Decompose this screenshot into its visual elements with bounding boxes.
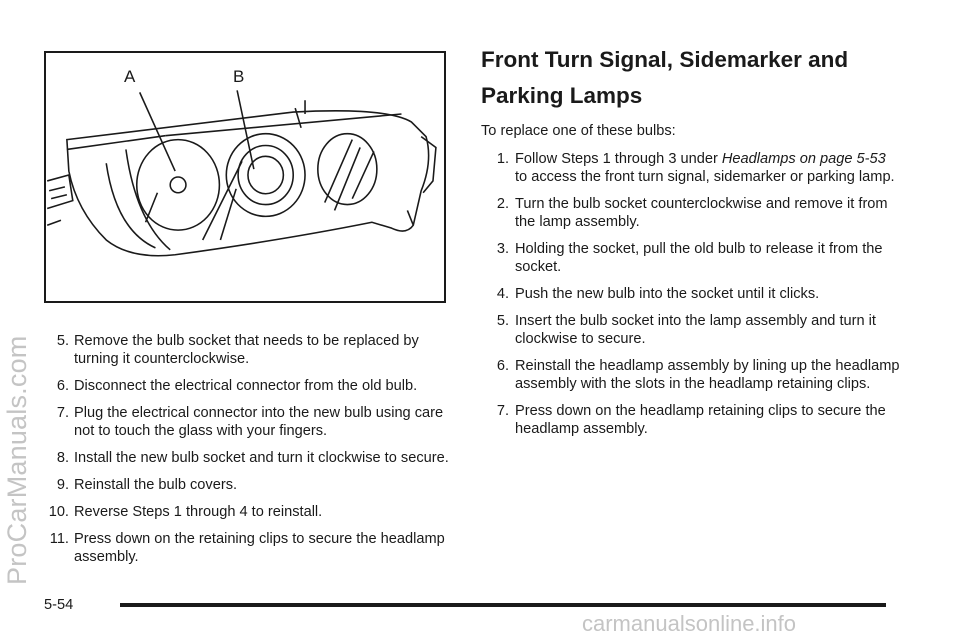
step-text: Disconnect the electrical connector from the old bulb. — [74, 378, 418, 394]
right-column — [481, 42, 901, 447]
list-item — [44, 332, 452, 368]
step-text: Install the new bulb socket and turn it clockwise to secure. — [74, 450, 449, 466]
step-text: Remove the bulb socket that needs to be replaced by turning it counterclockwise. — [74, 333, 419, 367]
step-text: Reinstall the bulb covers. — [74, 477, 238, 493]
callout-label-a: A — [124, 67, 136, 86]
callout-label-b: B — [233, 67, 245, 86]
step-text: Plug the electrical connector into the new bulb using care not to touch the glass with your fingers. — [74, 405, 444, 439]
footer-divider — [120, 603, 886, 607]
headlamp-drawing — [46, 53, 444, 301]
list-item — [44, 404, 452, 440]
step-number: 8. — [56, 450, 69, 466]
step-text: Insert the bulb socket into the lamp assembly and turn it clockwise to secure. — [515, 313, 876, 347]
list-item — [44, 476, 452, 494]
step-number: 9. — [56, 477, 69, 493]
step-text: to access the front turn signal, sidemarker or parking lamp. — [515, 169, 895, 185]
list-item — [485, 357, 901, 393]
list-item — [485, 150, 901, 186]
right-steps-list — [485, 150, 901, 438]
watermark-bottom: carmanualsonline.info — [582, 611, 797, 636]
list-item — [44, 377, 452, 395]
list-item — [485, 195, 901, 231]
left-steps-list — [44, 332, 452, 566]
step-text: Reverse Steps 1 through 4 to reinstall. — [74, 504, 323, 520]
step-text: Follow Steps 1 through 3 under — [515, 151, 722, 167]
step-text: Holding the socket, pull the old bulb to release it from the socket. — [515, 241, 883, 275]
list-item — [485, 240, 901, 276]
step-number: 11. — [49, 531, 69, 547]
step-number: 6. — [56, 378, 69, 394]
step-number: 6. — [496, 358, 509, 374]
step-text: Press down on the headlamp retaining clips to secure the headlamp assembly. — [515, 403, 886, 437]
list-item — [44, 530, 452, 566]
headlamp-illustration — [44, 51, 446, 303]
step-number: 4. — [496, 286, 509, 302]
step-text: Press down on the retaining clips to secure the headlamp assembly. — [74, 531, 445, 565]
list-item — [485, 402, 901, 438]
step-text: Reinstall the headlamp assembly by lining up the headlamp assembly with the slots in the headlamp retaining clips. — [515, 358, 900, 392]
step-number: 3. — [496, 241, 509, 257]
page-reference-link[interactable]: Headlamps on page 5-53 — [721, 151, 886, 167]
step-text: Push the new bulb into the socket until it clicks. — [515, 286, 820, 302]
step-number: 1. — [496, 151, 509, 167]
page-number: 5-54 — [44, 597, 74, 613]
step-number: 2. — [496, 196, 509, 212]
step-number: 5. — [56, 333, 69, 349]
list-item — [44, 449, 452, 467]
intro-text: To replace one of these bulbs: — [481, 123, 676, 139]
step-number: 10. — [48, 504, 69, 520]
step-number: 7. — [56, 405, 69, 421]
section-heading: Front Turn Signal, Sidemarker and Parking Lamps — [481, 47, 849, 108]
step-number: 5. — [496, 313, 509, 329]
left-column — [44, 332, 452, 575]
list-item — [44, 503, 452, 521]
list-item — [485, 312, 901, 348]
list-item — [485, 285, 901, 303]
watermark-vertical: ProCarManuals.com — [2, 335, 32, 585]
step-number: 7. — [496, 403, 509, 419]
step-text: Turn the bulb socket counterclockwise and remove it from the lamp assembly. — [515, 196, 888, 230]
